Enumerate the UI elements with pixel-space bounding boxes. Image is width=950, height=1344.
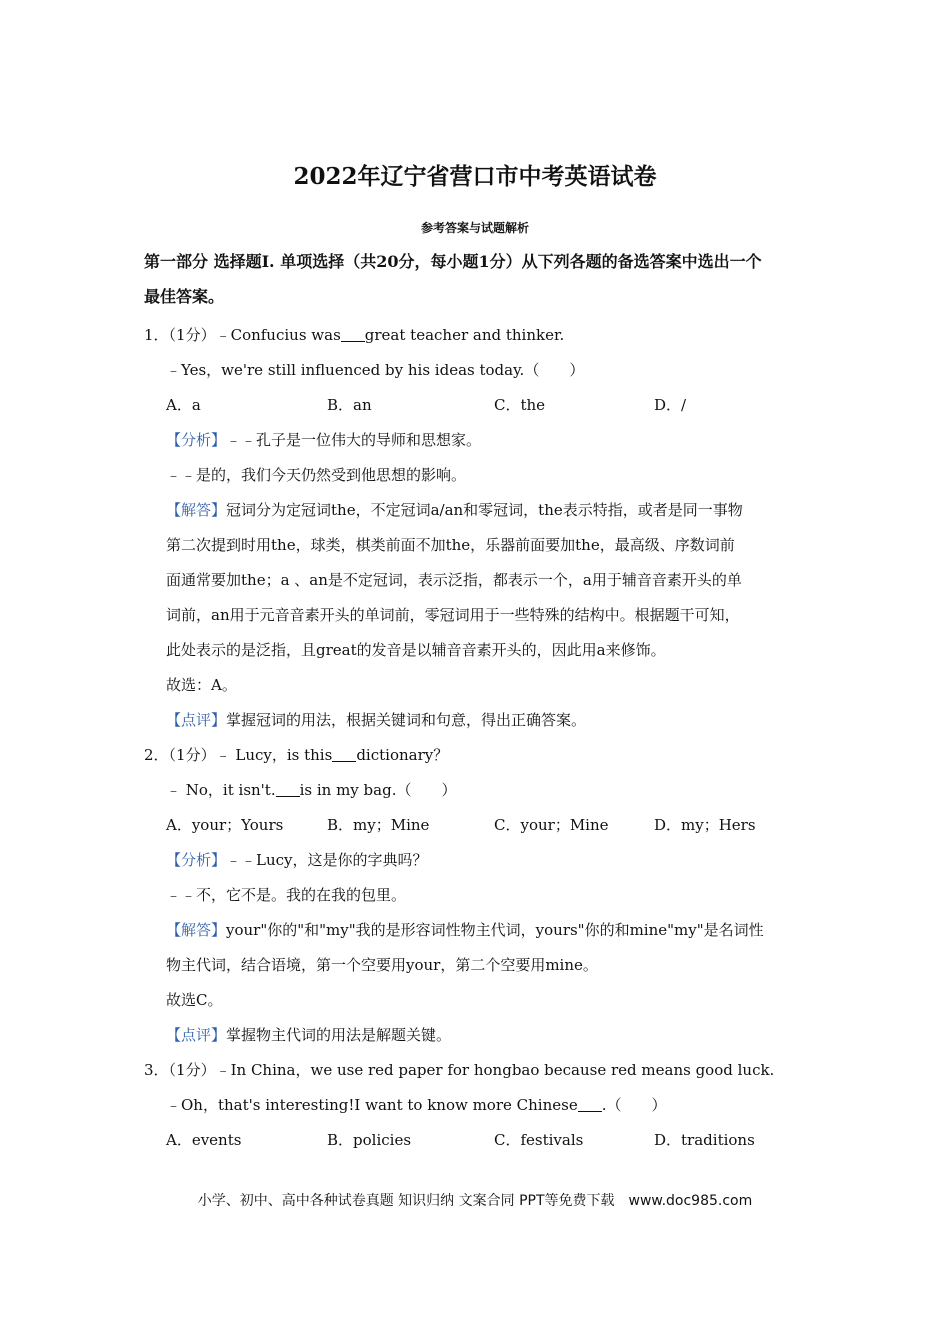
question-2-answer-2: 物主代词，结合语境，第一个空要用your，第二个空要用mine。: [166, 956, 598, 974]
option-d: D．my；Hers: [654, 816, 756, 834]
analysis-tag: 【分析】: [166, 431, 227, 449]
section-heading-line-2: 最佳答案。: [144, 287, 225, 306]
question-2-analysis-2: ﹣﹣不，它不是。我的在我的包里。: [166, 886, 407, 904]
option-a: A．a: [166, 396, 201, 414]
page-footer: 小学、初中、高中各种试卷真题 知识归纳 文案合同 PPT等免费下载 www.doc985.com: [197, 1193, 753, 1209]
option-a: A．events: [166, 1131, 242, 1149]
answer-blank: [341, 325, 365, 342]
answer-blank: [578, 1095, 602, 1112]
question-1-analysis: 【分析】﹣﹣孔子是一位伟大的导师和思想家。: [166, 431, 482, 449]
question-1-choice: 故选：A。: [166, 676, 237, 694]
questions-content: [144, 318, 814, 1158]
answer-blank: [276, 780, 300, 797]
question-1-answer-2: 第二次提到时用the，球类，棋类前面不加the，乐器前面要加the，最高级、序数词前: [166, 536, 735, 554]
option-b: B．an: [327, 396, 372, 414]
question-2-reply: ﹣ No，it isn't. is in my bag.（ ）: [166, 781, 457, 799]
question-2-comment: 【点评】掌握物主代词的用法是解题关键。: [166, 1026, 452, 1044]
question-1-answer-3: 面通常要加the；a 、an是不定冠词，表示泛指，都表示一个，a用于辅音音素开头的单: [166, 571, 742, 589]
question-3-stem: 3．（1分）﹣In China，we use red paper for hongbao because red means good luck.: [144, 1061, 775, 1079]
page-title: 2022年辽宁省营口市中考英语试卷: [293, 163, 657, 190]
question-3-options: [144, 1123, 814, 1158]
comment-tag: 【点评】: [166, 711, 227, 729]
option-b: B．my；Mine: [327, 816, 430, 834]
question-1-reply: ﹣Yes，we're still influenced by his ideas today.（ ）: [166, 361, 585, 379]
question-1-analysis-2: ﹣﹣是的，我们今天仍然受到他思想的影响。: [166, 466, 467, 484]
question-1-comment: 【点评】掌握冠词的用法，根据关键词和句意，得出正确答案。: [166, 711, 587, 729]
section-heading: [144, 244, 814, 314]
option-a: A．your；Yours: [166, 816, 284, 834]
option-c: C．the: [494, 396, 546, 414]
option-c: C．your；Mine: [494, 816, 609, 834]
option-d: D．traditions: [654, 1131, 755, 1149]
analysis-tag: 【分析】: [166, 851, 227, 869]
question-2-stem: 2．（1分）﹣ Lucy，is this dictionary？: [144, 746, 449, 764]
question-2-answer: 【解答】your"你的"和"my"我的是形容词性物主代词，yours"你的和mine"my"是名词性: [166, 921, 764, 939]
question-1-stem: 1．（1分）﹣Confucius was great teacher and thinker.: [144, 326, 565, 344]
option-d: D．/: [654, 396, 687, 414]
question-1-options: [144, 388, 814, 423]
comment-tag: 【点评】: [166, 1026, 227, 1044]
answer-tag: 【解答】: [166, 501, 227, 519]
option-b: B．policies: [327, 1131, 412, 1149]
question-2-options: [144, 808, 814, 843]
option-c: C．festivals: [494, 1131, 584, 1149]
question-2-analysis: 【分析】﹣﹣Lucy，这是你的字典吗？: [166, 851, 428, 869]
question-3-reply: ﹣Oh，that's interesting!I want to know more Chinese .（ ）: [166, 1096, 667, 1114]
question-1-answer: 【解答】冠词分为定冠词the，不定冠词a/an和零冠词，the表示特指，或者是同一事物: [166, 501, 743, 519]
section-heading-line-1: 第一部分 选择题I. 单项选择（共20分，每小题1分）从下列各题的备选答案中选出一个: [144, 252, 762, 271]
question-1-answer-5: 此处表示的是泛指，且great的发音是以辅音音素开头的，因此用a来修饰。: [166, 641, 666, 659]
answer-blank: [332, 745, 356, 762]
question-2-choice: 故选C。: [166, 991, 223, 1009]
answer-tag: 【解答】: [166, 921, 227, 939]
page-subtitle: 参考答案与试题解析: [420, 221, 529, 235]
question-1-answer-4: 词前，an用于元音音素开头的单词前，零冠词用于一些特殊的结构中。根据题干可知，: [166, 606, 740, 624]
